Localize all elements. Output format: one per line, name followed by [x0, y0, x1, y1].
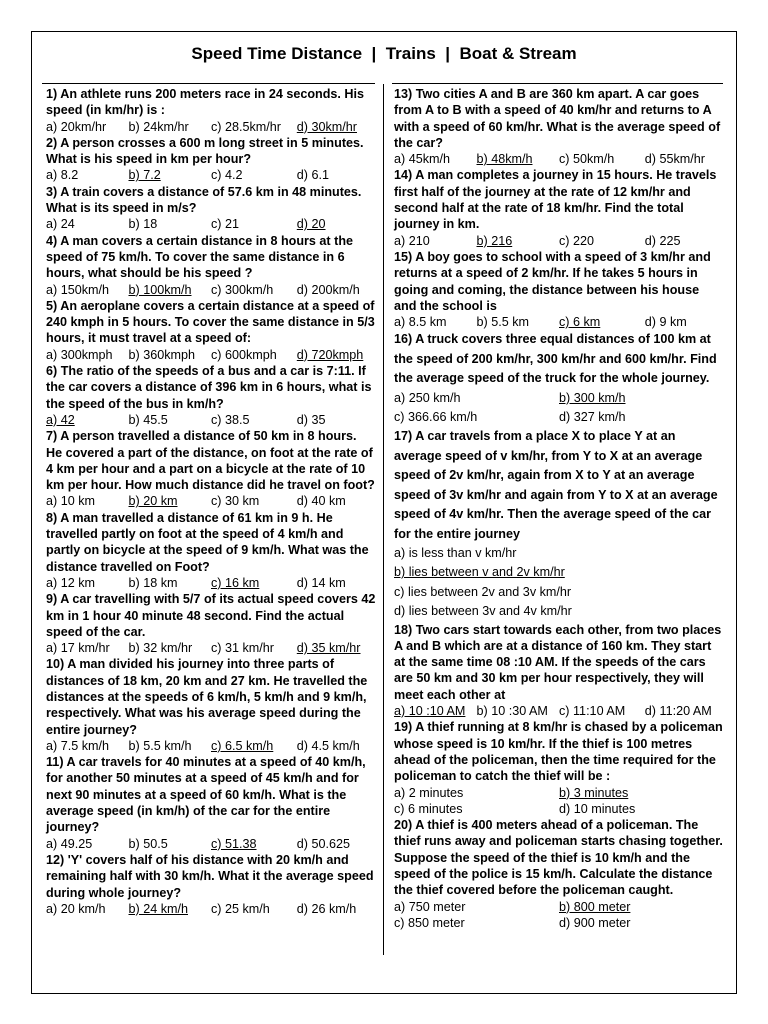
option-c: c) 4.2: [211, 168, 243, 183]
answer-options: [46, 640, 376, 656]
option-b: b) 24km/hr: [128, 119, 189, 134]
question-text: 14) A man completes a journey in 15 hours. He travels first half of the journey at the rate of 12 km/hr and second half at the rate of 18 km/hr. Find the total journey in km.: [394, 168, 717, 232]
question-text: 11) A car travels for 40 minutes at a speed of 40 km/h, for another 50 minutes at a speed of 45 km/h and for next 90 minutes at a speed of 60 km/h. What is the average speed (in km/h) of the car for the entire journey?: [46, 755, 366, 835]
option-a: a) 2 minutes: [394, 785, 464, 800]
question-17: [394, 427, 724, 621]
answer-options-row-1: [394, 389, 724, 408]
answer-options: [46, 738, 376, 754]
option-a: a) 8.2: [46, 168, 79, 183]
option-c: c) 51.38: [211, 836, 257, 851]
option-b: b) 18 km: [128, 575, 178, 590]
option-b: b) 216: [476, 233, 513, 248]
answer-options: [46, 282, 376, 298]
option-c: c) 850 meter: [394, 915, 465, 930]
option-a: a) 20km/hr: [46, 119, 107, 134]
answer-options-row-2: [394, 408, 724, 427]
answer-options: [46, 167, 376, 183]
answer-options: [46, 493, 376, 509]
option-a: a) 17 km/hr: [46, 641, 110, 656]
title-underline-right: [392, 83, 723, 84]
option-d: d) 9 km: [644, 315, 687, 330]
option-a: a) 49.25: [46, 836, 93, 851]
answer-options: [46, 575, 376, 591]
option-d: d) 55km/hr: [644, 152, 705, 167]
option-c: c) 16 km: [211, 575, 260, 590]
answer-options: [46, 216, 376, 232]
page-title: Speed Time Distance | Trains | Boat & Stream: [191, 44, 577, 63]
option-b: b) 18: [128, 217, 158, 232]
question-text: 1) An athlete runs 200 meters race in 24 seconds. His speed (in km/hr) is :: [46, 87, 365, 118]
option-d: d) 720kmph: [296, 347, 364, 362]
question-2: [46, 135, 376, 184]
question-16: [394, 330, 724, 427]
option-a: a) 8.5 km: [394, 315, 447, 330]
left-column: [46, 86, 376, 917]
question-text: 6) The ratio of the speeds of a bus and a car is 7:11. If the car covers a distance of 396 km in 6 hours, what is the speed of the bus in km/h?: [46, 364, 372, 411]
answer-options: [394, 703, 724, 719]
option-a: a) 24: [46, 217, 75, 232]
question-5: [46, 298, 376, 363]
question-15: [394, 249, 724, 330]
column-divider: [383, 84, 384, 955]
answer-options: [394, 314, 724, 330]
question-1: [46, 86, 376, 135]
option-d: d) 10 minutes: [559, 801, 636, 816]
option-b: b) lies between v and 2v km/hr: [394, 565, 565, 580]
question-text: 16) A truck covers three equal distances of 100 km at the speed of 200 km/hr, 300 km/hr and 600 km/hr. Find the average speed of the truck for the whole journey.: [394, 332, 717, 386]
question-18: [394, 622, 724, 720]
question-text: 5) An aeroplane covers a certain distance at a speed of 240 kmph in 5 hours. To cover the same distance in 5/3 hours, it must travel at a speed of:: [46, 298, 375, 346]
option-c: c) 50km/h: [559, 152, 615, 167]
option-b: b) 100km/h: [128, 282, 192, 297]
option-c: c) 21: [211, 217, 239, 232]
option-c: c) 38.5: [211, 412, 250, 427]
option-d: d) 225: [644, 233, 681, 248]
option-c: c) 11:10 AM: [559, 704, 626, 719]
question-11: [46, 754, 376, 852]
question-text: 17) A car travels from a place X to place Y at an average speed of v km/hr, from Y to X at an average speed of 2v km/hr, again from X to Y at an average speed of 3v km/hr and again from Y to X at an average speed of 4v km/hr. Then the average speed of the car for the entire journey: [394, 429, 718, 541]
option-c: c) 28.5km/hr: [211, 119, 281, 134]
option-a: a) 7.5 km/h: [46, 738, 109, 753]
option-a: a) 10 :10 AM: [394, 704, 466, 719]
answer-options: [46, 836, 376, 852]
option-c: c) 6 minutes: [394, 801, 463, 816]
question-text: 19) A thief running at 8 km/hr is chased by a policeman whose speed is 10 km/hr. If the thief is 100 metres ahead of the policeman, then the time required for the policeman to catch the thief will be :: [394, 720, 723, 784]
option-a: a) 42: [46, 412, 75, 427]
option-d: d) 14 km: [296, 575, 346, 590]
option-d: d) 200km/h: [296, 282, 360, 297]
question-6: [46, 363, 376, 428]
option-b: b) 45.5: [128, 412, 168, 427]
answer-options: [394, 151, 724, 167]
question-text: 8) A man travelled a distance of 61 km in 9 h. He travelled partly on foot at the speed of 4 km/h and partly on bicycle at the speed of 9 km/h. What was the distance travelled on Foot?: [46, 510, 369, 574]
option-d: d) 30km/hr: [296, 119, 357, 134]
question-text: 13) Two cities A and B are 360 km apart. A car goes from A to B with a speed of 40 km/hr and returns to A with a speed of 60 km/hr. What is the average speed of the car?: [394, 87, 721, 150]
option-d: d) 35: [296, 412, 326, 427]
option-a: a) 750 meter: [394, 899, 466, 914]
option-d: d) 900 meter: [559, 915, 631, 930]
option-b: b) 800 meter: [559, 899, 631, 914]
question-text: 7) A person travelled a distance of 50 km in 8 hours. He covered a part of the distance, on foot at the rate of 4 km per hour and a part on a bicycle at the rate of 10 km per hour. How much distance did he travel on foot?: [46, 429, 375, 493]
option-b: b) 10 :30 AM: [476, 704, 548, 719]
question-20: [394, 817, 724, 931]
answer-options: [46, 119, 376, 135]
option-a: a) 300kmph: [46, 347, 113, 362]
option-a: a) 150km/h: [46, 282, 109, 297]
question-text: 10) A man divided his journey into three parts of distances of 18 km, 20 km and 27 km. He travelled the distances at the speeds of 6 km/h, 5 km/h and 9 km/h, respectively. What was his average speed during the entire journey?: [46, 657, 368, 737]
question-text: 3) A train covers a distance of 57.6 km in 48 minutes. What is its speed in m/s?: [46, 184, 362, 216]
question-13: [394, 86, 724, 167]
question-text: 9) A car travelling with 5/7 of its actual speed covers 42 km in 1 hour 40 minute 48 second. Find the actual speed of the car.: [46, 592, 376, 639]
option-c: c) 25 km/h: [211, 901, 270, 916]
answer-options: [394, 233, 724, 249]
title-underline-left: [42, 83, 375, 84]
option-c: c) 6.5 km/h: [211, 738, 274, 753]
option-c: c) lies between 2v and 3v km/hr: [394, 584, 572, 599]
question-14: [394, 167, 724, 248]
answer-options-row-2: [394, 801, 724, 817]
option-d: d) 35 km/hr: [296, 641, 361, 656]
answer-options-row-1: [394, 785, 724, 801]
option-b: b) 300 km/h: [559, 390, 626, 405]
option-c: c) 6 km: [559, 315, 601, 330]
question-text: 20) A thief is 400 meters ahead of a policeman. The thief runs away and policeman starts chasing together. Suppose the speed of the thief is 10 km/h and the speed of the police is 15 km/h. Calculate the distance the thief covered before the policeman caught.: [394, 818, 723, 898]
right-column: [394, 86, 724, 931]
answer-options-row-1: [394, 899, 724, 915]
question-text: 15) A boy goes to school with a speed of 3 km/hr and returns at a speed of 2 km/hr. If he takes 5 hours in going and coming, the distance between his house and the school is: [394, 249, 711, 313]
answer-options: [46, 412, 376, 428]
option-b: b) 3 minutes: [559, 785, 629, 800]
option-c: c) 366.66 km/h: [394, 410, 478, 425]
question-19: [394, 719, 724, 817]
option-d: d) 40 km: [296, 494, 346, 509]
option-d: d) lies between 3v and 4v km/hr: [394, 604, 572, 619]
question-12: [46, 852, 376, 917]
option-b: b) 5.5 km/h: [128, 738, 192, 753]
option-b: b) 360kmph: [128, 347, 196, 362]
option-a: a) 20 km/h: [46, 901, 106, 916]
option-b: b) 7.2: [128, 168, 161, 183]
option-b: b) 32 km/hr: [128, 641, 193, 656]
question-text: 18) Two cars start towards each other, from two places A and B which are at a distance of 160 km. They start at the same time 08 :10 AM. If the speeds of the cars are 50 km and 30 km per hour respectively, they will meet each other at: [394, 622, 722, 702]
option-b: b) 50.5: [128, 836, 168, 851]
option-b: b) 48km/h: [476, 152, 533, 167]
option-b: b) 5.5 km: [476, 315, 529, 330]
option-d: d) 4.5 km/h: [296, 738, 360, 753]
option-d: d) 327 km/h: [559, 410, 626, 425]
option-c: c) 300km/h: [211, 282, 274, 297]
option-c: c) 31 km/hr: [211, 641, 274, 656]
option-d: d) 11:20 AM: [644, 704, 712, 719]
option-b: b) 20 km: [128, 494, 178, 509]
question-8: [46, 510, 376, 591]
answer-options: [46, 347, 376, 363]
option-a: a) is less than v km/hr: [394, 545, 517, 560]
option-d: d) 20: [296, 217, 326, 232]
question-text: 2) A person crosses a 600 m long street in 5 minutes. What is his speed in km per hour?: [46, 135, 364, 167]
answer-options: [46, 901, 376, 917]
option-d: d) 26 km/h: [296, 901, 357, 916]
option-a: a) 10 km: [46, 494, 95, 509]
question-10: [46, 656, 376, 754]
question-3: [46, 184, 376, 233]
option-a: a) 210: [394, 233, 430, 248]
question-4: [46, 233, 376, 298]
option-a: a) 250 km/h: [394, 390, 461, 405]
option-c: c) 220: [559, 233, 595, 248]
option-b: b) 24 km/h: [128, 901, 188, 916]
question-text: 4) A man covers a certain distance in 8 hours at the speed of 75 km/h. To cover the same distance in 6 hours, what should be his speed ?: [46, 233, 354, 281]
option-d: d) 6.1: [296, 168, 330, 183]
question-7: [46, 428, 376, 509]
option-c: c) 30 km: [211, 494, 260, 509]
option-a: a) 45km/h: [394, 152, 450, 167]
question-9: [46, 591, 376, 656]
answer-options-row-2: [394, 915, 724, 931]
question-text: 12) 'Y' covers half of his distance with 20 km/h and remaining half with 30 km/h. What it the average speed during whole journey?: [46, 852, 374, 900]
option-d: d) 50.625: [296, 836, 351, 851]
option-c: c) 600kmph: [211, 347, 277, 362]
option-a: a) 12 km: [46, 575, 95, 590]
